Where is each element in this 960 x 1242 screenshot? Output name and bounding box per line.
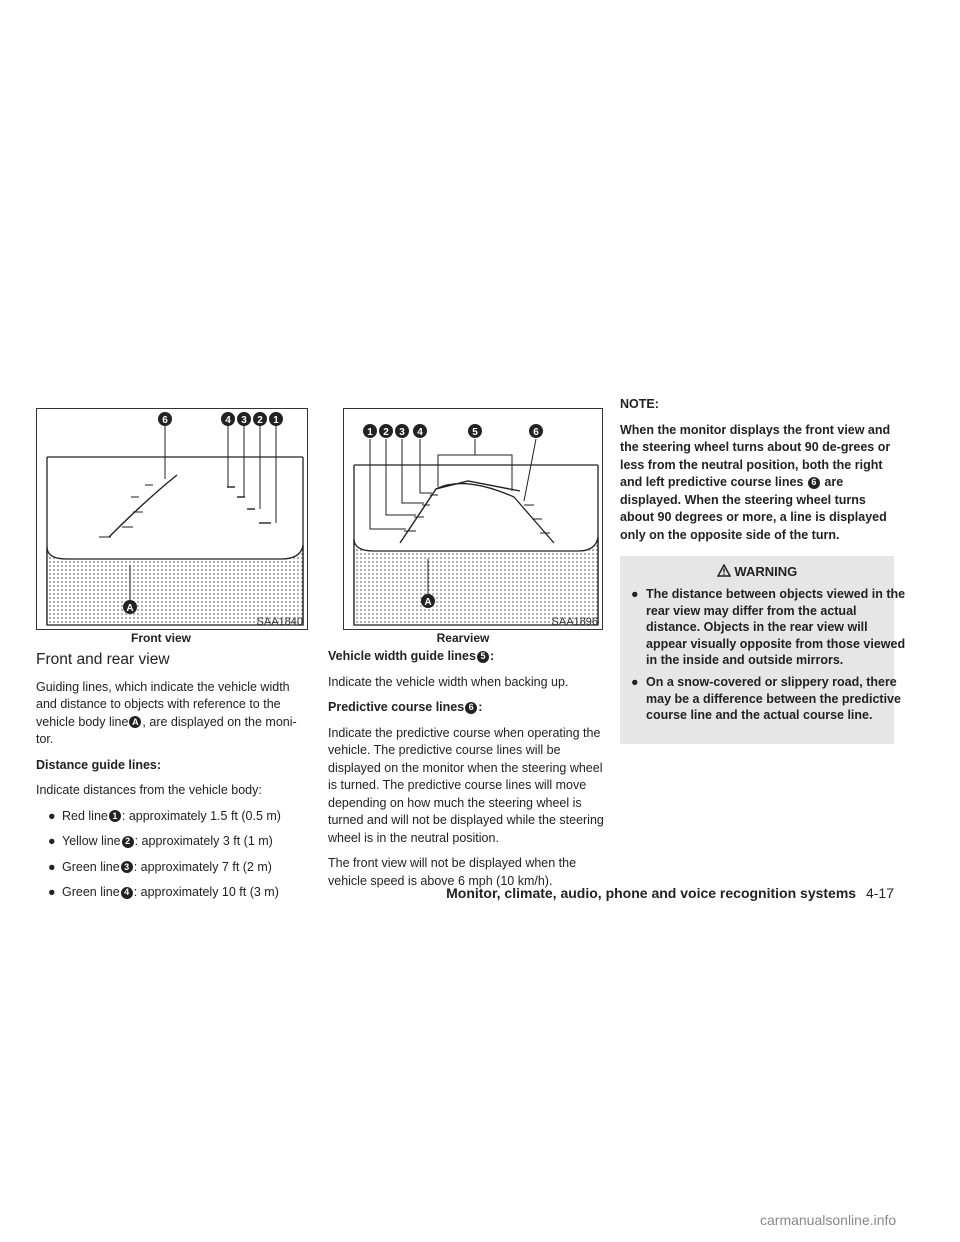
svg-text:1: 1 bbox=[367, 427, 373, 438]
note-text: When the monitor displays the front view and the steering wheel turns about 90 de-grees or less from the neutral position, both the right and left predictive course lines 6 are displayed. When the steering wheel turns about 90 degrees or more, a line is displayed only on the opposite side of the turn. bbox=[620, 422, 891, 542]
right-column bbox=[620, 396, 894, 552]
list-item: ● Green line 4 : approximately 10 ft (3 m) bbox=[48, 885, 279, 899]
figure-code: SAA1840 bbox=[256, 616, 303, 628]
svg-text:6: 6 bbox=[533, 427, 539, 438]
distance-intro: Indicate distances from the vehicle body: bbox=[36, 783, 262, 797]
watermark: carmanualsonline.info bbox=[760, 1212, 897, 1228]
warning-box bbox=[620, 556, 906, 744]
rear-view-caption: Rearview bbox=[436, 631, 490, 645]
front-view-caption: Front view bbox=[130, 631, 191, 645]
warning-heading: WARNING bbox=[620, 564, 894, 579]
front-view-diagram bbox=[37, 409, 307, 629]
front-view-figure bbox=[36, 408, 308, 630]
note-heading: NOTE: bbox=[620, 397, 659, 411]
svg-text:3: 3 bbox=[399, 427, 405, 438]
svg-text:A: A bbox=[424, 597, 432, 608]
svg-text:5: 5 bbox=[472, 427, 478, 438]
warning-triangle-icon bbox=[717, 564, 731, 577]
svg-text:1: 1 bbox=[273, 415, 279, 426]
warning-item: ● On a snow-covered or slippery road, there may be a difference between the predictive course line and the actual course line. bbox=[631, 675, 901, 722]
middle-column bbox=[328, 648, 604, 898]
left-column bbox=[36, 651, 308, 910]
page-footer bbox=[420, 885, 894, 901]
distance-heading: Distance guide lines: bbox=[36, 757, 162, 772]
course-heading: Predictive course lines 6 : bbox=[328, 700, 483, 714]
width-heading: Vehicle width guide lines 5 : bbox=[328, 649, 495, 663]
figure-code: SAA1896 bbox=[551, 616, 598, 628]
svg-text:A: A bbox=[126, 603, 134, 614]
width-text: Indicate the vehicle width when backing up. bbox=[328, 674, 569, 689]
svg-text:4: 4 bbox=[417, 427, 423, 438]
list-item: ● Green line 3 : approximately 7 ft (2 m) bbox=[48, 859, 272, 874]
ref-A-icon: A bbox=[129, 716, 141, 728]
warning-item: ● The distance between objects viewed in the rear view may differ from the actual distance. Objects in the rear view will appear visually opposite from those viewed in the inside and outside mirrors. bbox=[631, 587, 906, 667]
footer-section: Monitor, climate, audio, phone and voice recognition systems bbox=[446, 885, 857, 901]
front-view-text: The front view will not be displayed when the vehicle speed is above 6 mph (10 km/h). bbox=[328, 856, 577, 888]
svg-text:2: 2 bbox=[383, 427, 389, 438]
course-text: Indicate the predictive course when operating the vehicle. The predictive course lines will be displayed on the monitor when the steering wheel is turned. The predictive course lines will move depending on how much the steering wheel is turned and will not be displayed while the steering wheel is in the neutral position. bbox=[328, 725, 604, 845]
rear-view-diagram bbox=[344, 409, 602, 629]
svg-text:2: 2 bbox=[257, 415, 263, 426]
svg-text:6: 6 bbox=[162, 415, 168, 426]
svg-text:4: 4 bbox=[225, 415, 231, 426]
list-item: ● Yellow line 2 : approximately 3 ft (1 m) bbox=[48, 834, 273, 848]
page-number: 4-17 bbox=[865, 885, 894, 901]
svg-text:3: 3 bbox=[241, 415, 247, 426]
intro-paragraph: Guiding lines, which indicate the vehicle width and distance to objects with reference to the vehicle body line A , are displayed on the moni-tor. bbox=[36, 679, 297, 746]
section-heading: Front and rear view bbox=[36, 651, 170, 668]
rear-view-figure bbox=[343, 408, 603, 630]
list-item: ● Red line 1 : approximately 1.5 ft (0.5 m) bbox=[48, 808, 281, 823]
